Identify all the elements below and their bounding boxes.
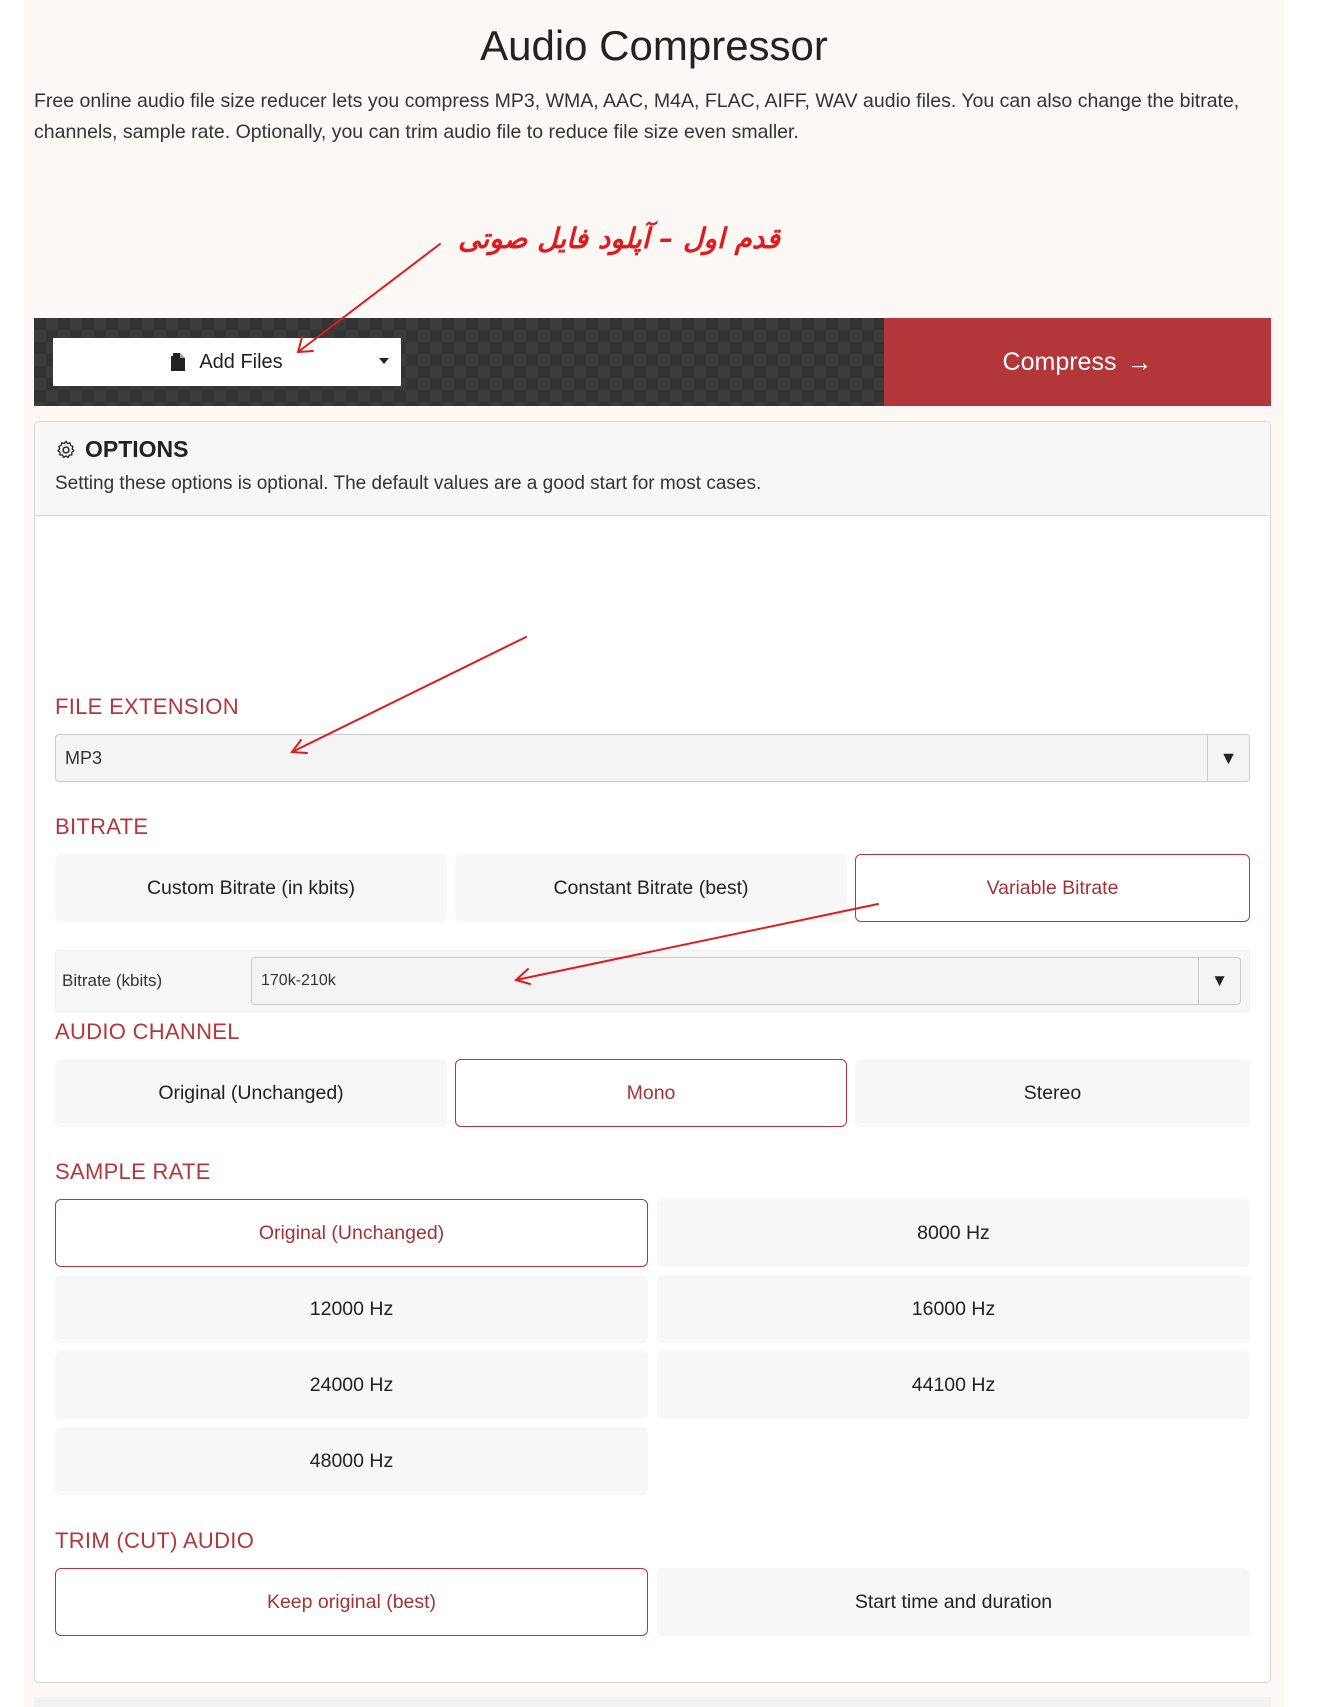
page-title: Audio Compressor [480, 22, 828, 69]
file-extension-label: FILE EXTENSION [55, 694, 239, 719]
add-files-button[interactable] [53, 338, 401, 386]
sample-rate-48000-option[interactable]: 48000 Hz [55, 1427, 648, 1495]
sample-rate-8000-option[interactable]: 8000 Hz [657, 1199, 1250, 1267]
sample-rate-44100-option[interactable]: 44100 Hz [657, 1351, 1250, 1419]
annotation-step1: قدم اول – آپلود فایل صوتی [458, 222, 780, 255]
upload-toolbar [34, 318, 1271, 406]
options-header [35, 422, 1270, 516]
add-files-label: Add Files [199, 350, 283, 373]
options-subtitle: Setting these options is optional. The default values are a good start for most cases. [55, 473, 762, 494]
file-drop-area[interactable] [34, 318, 884, 406]
options-title [55, 436, 1250, 463]
file-icon [171, 353, 185, 371]
arrow-right-icon: → [1126, 346, 1153, 377]
sample-rate-16000-option[interactable]: 16000 Hz [657, 1275, 1250, 1343]
trim-label: TRIM (CUT) AUDIO [55, 1528, 255, 1553]
dropdown-arrow-icon[interactable]: ▼ [1207, 735, 1249, 781]
sample-rate-12000-option[interactable]: 12000 Hz [55, 1275, 648, 1343]
gear-icon [55, 439, 77, 461]
channel-original-option[interactable]: Original (Unchanged) [55, 1059, 447, 1127]
bitrate-field-label: Bitrate (kbits) [62, 971, 163, 990]
trim-start-duration-option[interactable]: Start time and duration [657, 1568, 1250, 1636]
bitrate-label: BITRATE [55, 814, 149, 839]
bitrate-select[interactable] [251, 957, 1241, 1005]
sample-rate-label: SAMPLE RATE [55, 1159, 211, 1184]
sample-rate-24000-option[interactable]: 24000 Hz [55, 1351, 648, 1419]
page-description: Free online audio file size reducer lets you compress MP3, WMA, AAC, M4A, FLAC, AIFF, WAV audio files. You can also change the bitrate, channels, sample rate. Optionally, you can trim audio file to reduce file size even smaller. [34, 90, 1240, 143]
dropdown-arrow-icon[interactable]: ▼ [1198, 958, 1240, 1004]
bitrate-variable-option[interactable]: Variable Bitrate [855, 854, 1250, 922]
compress-label: Compress [1002, 347, 1117, 376]
channel-mono-option[interactable]: Mono [455, 1059, 847, 1127]
trim-keep-original-option[interactable]: Keep original (best) [55, 1568, 648, 1636]
bitrate-custom-option[interactable]: Custom Bitrate (in kbits) [55, 854, 447, 922]
options-panel [34, 421, 1271, 1683]
compress-button[interactable] [884, 318, 1271, 406]
file-extension-value: MP3 [65, 747, 103, 768]
channel-stereo-option[interactable]: Stereo [855, 1059, 1250, 1127]
sample-rate-original-option[interactable]: Original (Unchanged) [55, 1199, 648, 1267]
bitrate-field-row [55, 950, 1250, 1012]
bitrate-constant-option[interactable]: Constant Bitrate (best) [455, 854, 847, 922]
audio-channel-label: AUDIO CHANNEL [55, 1019, 240, 1044]
next-panel-edge [34, 1697, 1271, 1707]
options-title-text: OPTIONS [85, 436, 189, 462]
file-extension-select[interactable] [55, 734, 1250, 782]
chevron-down-icon[interactable] [379, 358, 389, 364]
bitrate-value: 170k-210k [261, 972, 336, 989]
